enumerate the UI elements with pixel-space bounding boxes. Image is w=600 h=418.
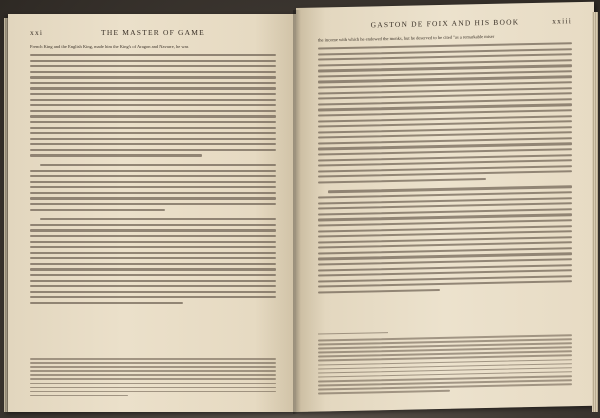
page-number: xxi — [30, 28, 44, 37]
book-spine — [293, 10, 301, 414]
first-line: the income with which he endowed the monks, but he deserved to be cited "as a remarkable miser — [318, 33, 495, 43]
footnotes — [318, 334, 572, 397]
footnotes — [30, 358, 276, 399]
right-page — [296, 2, 594, 412]
left-page-header — [30, 28, 276, 42]
body-text — [30, 54, 276, 307]
right-page-edges — [592, 12, 598, 412]
footnote-rule — [318, 332, 388, 334]
left-page — [8, 14, 298, 412]
page-number: xxiii — [552, 16, 572, 26]
running-title: THE MASTER OF GAME — [101, 28, 205, 37]
right-page-header — [318, 16, 572, 35]
running-title: GASTON DE FOIX AND HIS BOOK — [370, 17, 520, 30]
first-line: French King and the English King, made him the King's of Aragon and Navarre, he was — [30, 44, 189, 49]
body-text — [318, 42, 572, 297]
